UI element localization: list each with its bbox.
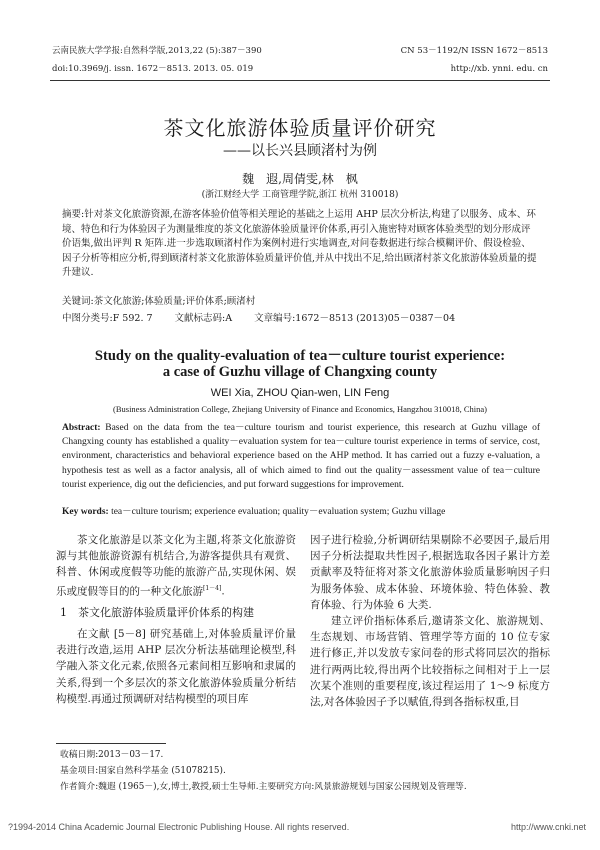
- authors-en: WEI Xia, ZHOU Qian-wen, LIN Feng: [210, 387, 390, 399]
- title-en-line2: a case of Guzhu village of Changxing county: [162, 364, 438, 380]
- abstract-en: [62, 421, 540, 492]
- cn-issn: CN 53－1192/N ISSN 1672－8513: [400, 46, 548, 56]
- article-number: 文章编号:1672－8513 (2013)05－0387－04: [254, 313, 456, 324]
- authors-cn: 魏 遐,周倩雯,林 枫: [242, 172, 358, 186]
- title-cn: 茶文化旅游体验质量评价研究: [163, 116, 437, 140]
- section-1-paragraph: 在文献 [5－8] 研究基础上,对体验质量评价量表进行改造,运用 AHP 层次分析法基础理论模型,科学融入茶文化元素,依照各元素间相互影响和隶属的关系,得到一个多层次的茶文化旅游体验质量分析结构模型.再通过预调研对结构模型的项目库: [56, 628, 296, 705]
- section-heading-1: 1 茶文化旅游体验质量评价体系的构建: [60, 606, 254, 619]
- classification-line: [62, 310, 455, 324]
- footnote-fund: 基金项目:国家自然科学基金 (51078215).: [60, 766, 226, 776]
- footer-url[interactable]: http://www.cnki.net: [510, 822, 586, 832]
- keywords-en: [62, 503, 445, 517]
- clc-number: 中图分类号:F 592. 7: [62, 313, 153, 324]
- body-left-intro: [56, 532, 296, 599]
- header-rule: [50, 80, 550, 81]
- doi[interactable]: doi:10.3969/j. issn. 1672－8513. 2013. 05. 019: [52, 64, 254, 74]
- footer-copyright: ?1994-2014 China Academic Journal Electronic Publishing House. All rights reserved.: [8, 822, 350, 832]
- affiliation-cn: (浙江财经大学 工商管理学院,浙江 杭州 310018): [201, 190, 399, 200]
- footnote-author-bio: 作者简介:魏遐 (1965－),女,博士,教授,硕士生导师.主要研究方向:风景旅游规划与国家公园规划及管理等.: [60, 782, 467, 792]
- journal-url[interactable]: http://xb. ynni. edu. cn: [450, 64, 548, 74]
- abstract-cn-text: 针对茶文化旅游资源,在游客体验价值等相关理论的基础之上运用 AHP 层次分析法,构建了以服务、成本、环境、特色和行为体验因子为测量维度的茶文化旅游体验质量评价体系,再引入施密特对顾客体验类型的划分形成评价语集,做出评判 R 矩阵.进一步选取顾渚村作为案例村进行实地调查,对问卷数据进行综合模糊评价、假设检验、因子分析等相应分析,得到顾渚村茶文化旅游体验质量评价值,并从中找出不足,给出顾渚村茶文化旅游体验质量的提升建议.: [62, 209, 537, 278]
- journal-citation: 云南民族大学学报:自然科学版,2013,22 (5):387－390: [52, 46, 262, 56]
- keywords-cn-label: 关键词:: [62, 296, 94, 307]
- keywords-cn: [62, 293, 255, 307]
- footnote-received: 收稿日期:2013－03－17.: [60, 750, 164, 760]
- abstract-en-label: Abstract:: [62, 423, 101, 433]
- intro-end: .: [221, 585, 225, 598]
- keywords-en-label: Key words:: [62, 507, 109, 517]
- doc-code: 文献标志码:A: [174, 313, 233, 324]
- body-right-para1: 因子进行检验,分析调研结果剔除不必要因子,最后用因子分析法提取共性因子,根据选取各因子累计方差贡献率及特征将对茶文化旅游体验质量影响因子归为服务体验、成本体验、环境体验、特色体验、教育体验、行为体验 6 大类.: [310, 534, 550, 611]
- footnote-rule: [56, 743, 166, 744]
- body-left-section: [56, 626, 296, 707]
- abstract-cn-label: 摘要:: [62, 209, 85, 220]
- affiliation-en: (Business Administration College, Zhejiang University of Finance and Economics, Hangzhou 310018, China): [113, 404, 487, 414]
- intro-text: 茶文化旅游是以茶文化为主题,将茶文化旅游资源与其他旅游资源有机结合,为游客提供具有观赏、科普、休闲或度假等功能的旅游产品,实现休闲、娱乐或度假等目的的一种文化旅游: [56, 534, 296, 598]
- keywords-cn-text: 茶文化旅游;体验质量;评价体系;顾渚村: [93, 296, 256, 307]
- subtitle-cn: ——以长兴县顾渚村为例: [223, 143, 377, 159]
- keywords-en-text: tea－culture tourism; experience evaluation; quality－evaluation system; Guzhu village: [111, 507, 446, 517]
- abstract-en-text: Based on the data from the tea－culture tourism and tourist experience, this research at Guzhu village of Changxing county has established a quality－evaluation system for tea－culture tourist experience in terms of service, cost, environment, characteristics and behavioral experience based on the AHP method. It has carried out a fuzzy e-valuation, a hypothesis test as well as a factor analysis, all of which aimed to find out the quality－assessment value of tea－culture tourist experience, dig out the deficiencies, and put forward suggestions for improvement.: [62, 423, 540, 490]
- intro-citation[interactable]: [1－4]: [203, 584, 222, 592]
- body-right: [310, 532, 550, 710]
- title-en-line1: Study on the quality-evaluation of tea－culture tourist experience:: [94, 348, 506, 364]
- abstract-cn: [62, 208, 540, 281]
- body-right-para2: 建立评价指标体系后,邀请茶文化、旅游规划、生态规划、市场营销、管理学等方面的 10 位专家进行修正,并以发放专家问卷的形式将同层次的指标进行两两比较,得出两个比较指标之间相对于上一层次某个准则的重要程度,该过程运用了 1～9 标度方法,对各体验因子予以赋值,得到各指标权重,目: [310, 615, 550, 709]
